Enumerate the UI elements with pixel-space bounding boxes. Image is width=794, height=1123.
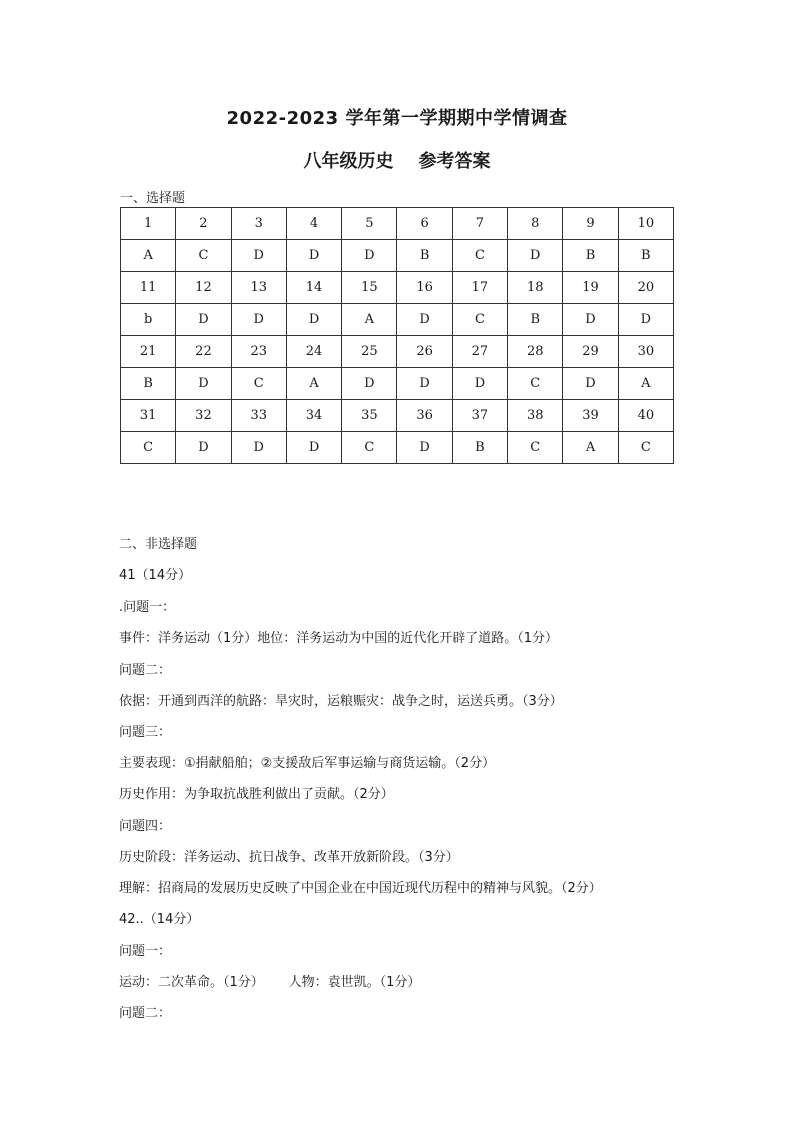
answer-cell: A: [342, 304, 397, 336]
q41-score: 41（14分）: [119, 568, 192, 583]
question-number-cell: 36: [397, 400, 452, 432]
question-number-row: [121, 400, 674, 432]
question-number-row: [121, 272, 674, 304]
question-number-cell: 30: [618, 336, 673, 368]
question-number-cell: 24: [286, 336, 341, 368]
answer-cell: D: [286, 304, 341, 336]
answer-cell: D: [563, 304, 618, 336]
question-number-cell: 15: [342, 272, 397, 304]
answer-cell: D: [563, 368, 618, 400]
question-number-cell: 35: [342, 400, 397, 432]
answer-cell: A: [121, 240, 176, 272]
answer-cell: B: [121, 368, 176, 400]
question-number-cell: 20: [618, 272, 673, 304]
answer-row: [121, 240, 674, 272]
answer-cell: C: [231, 368, 286, 400]
question-number-cell: 21: [121, 336, 176, 368]
q42-score: 42..（14分）: [119, 912, 200, 927]
q41-part3-answer-a: 主要表现：①捐献船舶；②支援敌后军事运输与商货运输。（2分）: [119, 756, 496, 771]
question-number-cell: 32: [176, 400, 231, 432]
question-number-cell: 25: [342, 336, 397, 368]
question-number-cell: 23: [231, 336, 286, 368]
q41-part1-label: .问题一：: [119, 600, 176, 615]
question-number-cell: 37: [452, 400, 507, 432]
answer-row: [121, 432, 674, 464]
question-number-cell: 9: [563, 208, 618, 240]
answer-cell: B: [563, 240, 618, 272]
answer-cell: C: [508, 368, 563, 400]
answer-cell: C: [618, 432, 673, 464]
question-number-cell: 17: [452, 272, 507, 304]
question-number-cell: 31: [121, 400, 176, 432]
section1-heading: 一、选择题: [120, 191, 186, 206]
question-number-cell: 22: [176, 336, 231, 368]
answer-cell: C: [452, 304, 507, 336]
answer-cell: D: [342, 240, 397, 272]
q42-part2-label: 问题二：: [119, 1006, 172, 1021]
question-number-cell: 33: [231, 400, 286, 432]
q41-part3-label: 问题三：: [119, 725, 172, 740]
answer-cell: A: [618, 368, 673, 400]
answer-cell: C: [342, 432, 397, 464]
answer-cell: D: [176, 368, 231, 400]
answer-cell: D: [397, 432, 452, 464]
question-number-cell: 7: [452, 208, 507, 240]
answer-cell: B: [508, 304, 563, 336]
q41-part4-label: 问题四：: [119, 819, 172, 834]
q41-part2-answer: 依据：开通到西洋的航路：旱灾时，运粮赈灾：战争之时，运送兵勇。（3分）: [119, 694, 563, 709]
q41-part4-answer-a: 历史阶段：洋务运动、抗日战争、改革开放新阶段。（3分）: [119, 850, 459, 865]
question-number-cell: 29: [563, 336, 618, 368]
question-number-row: [121, 208, 674, 240]
question-number-row: [121, 336, 674, 368]
question-number-cell: 12: [176, 272, 231, 304]
q41-part1-answer: 事件：洋务运动（1分）地位：洋务运动为中国的近代化开辟了道路。（1分）: [119, 631, 559, 646]
answer-row: [121, 304, 674, 336]
answer-cell: D: [231, 304, 286, 336]
answer-cell: C: [121, 432, 176, 464]
question-number-cell: 18: [508, 272, 563, 304]
question-number-cell: 11: [121, 272, 176, 304]
answer-cell: C: [452, 240, 507, 272]
answer-cell: A: [286, 368, 341, 400]
question-number-cell: 14: [286, 272, 341, 304]
answer-cell: D: [508, 240, 563, 272]
question-number-cell: 3: [231, 208, 286, 240]
answer-cell: D: [286, 240, 341, 272]
answer-cell: D: [618, 304, 673, 336]
answer-cell: D: [176, 304, 231, 336]
question-number-cell: 19: [563, 272, 618, 304]
question-number-cell: 4: [286, 208, 341, 240]
question-number-cell: 16: [397, 272, 452, 304]
question-number-cell: 26: [397, 336, 452, 368]
q42-part1-answer: 运动：二次革命。（1分） 人物：袁世凯。（1分）: [119, 975, 421, 990]
question-number-cell: 6: [397, 208, 452, 240]
question-number-cell: 27: [452, 336, 507, 368]
question-number-cell: 10: [618, 208, 673, 240]
answer-cell: D: [231, 432, 286, 464]
answer-cell: D: [397, 304, 452, 336]
question-number-cell: 8: [508, 208, 563, 240]
q41-part2-label: 问题二：: [119, 663, 172, 678]
answer-cell: D: [397, 368, 452, 400]
question-number-cell: 2: [176, 208, 231, 240]
question-number-cell: 13: [231, 272, 286, 304]
question-number-cell: 28: [508, 336, 563, 368]
answer-cell: D: [452, 368, 507, 400]
q41-part4-answer-b: 理解：招商局的发展历史反映了中国企业在中国近现代历程中的精神与风貌。（2分）: [119, 881, 602, 896]
question-number-cell: 34: [286, 400, 341, 432]
answer-cell: D: [286, 432, 341, 464]
answer-cell: D: [342, 368, 397, 400]
answer-cell: b: [121, 304, 176, 336]
answer-cell: A: [563, 432, 618, 464]
document-subtitle: 八年级历史 参考答案: [303, 151, 491, 172]
answer-row: [121, 368, 674, 400]
answer-cell: D: [231, 240, 286, 272]
answer-cell: C: [176, 240, 231, 272]
answer-table: [120, 207, 674, 464]
q42-part1-label: 问题一：: [119, 944, 172, 959]
answer-cell: B: [452, 432, 507, 464]
question-number-cell: 38: [508, 400, 563, 432]
q41-part3-answer-b: 历史作用：为争取抗战胜利做出了贡献。（2分）: [119, 787, 394, 802]
question-number-cell: 40: [618, 400, 673, 432]
answer-cell: B: [397, 240, 452, 272]
document-title: 2022-2023 学年第一学期期中学情调查: [226, 108, 568, 129]
answer-cell: B: [618, 240, 673, 272]
section2-heading: 二、非选择题: [119, 537, 198, 552]
answer-cell: C: [508, 432, 563, 464]
question-number-cell: 1: [121, 208, 176, 240]
question-number-cell: 5: [342, 208, 397, 240]
answer-cell: D: [176, 432, 231, 464]
question-number-cell: 39: [563, 400, 618, 432]
